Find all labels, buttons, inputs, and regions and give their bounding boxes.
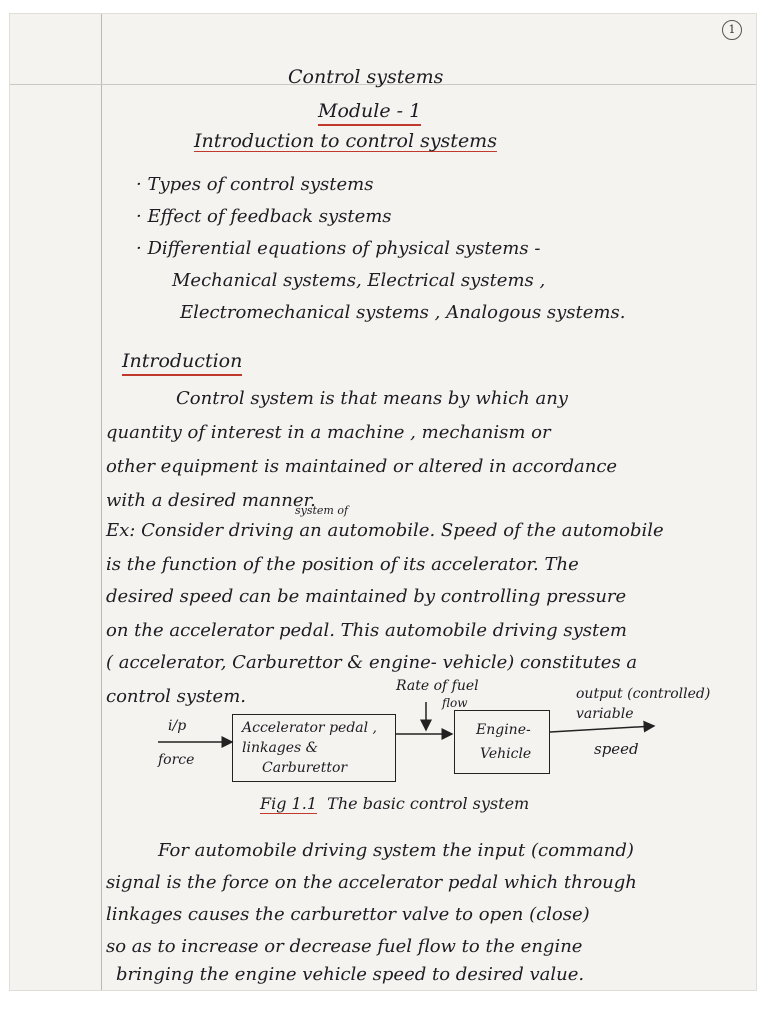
engine-vehicle-block (454, 710, 550, 774)
paragraph-line: quantity of interest in a machine , mechanism or (106, 422, 551, 443)
notebook-page (10, 14, 756, 990)
topic-item: · Effect of feedback systems (136, 206, 392, 227)
topic-item: · Differential equations of physical systems - (136, 238, 540, 259)
topic-item-continued: Electromechanical systems , Analogous systems. (180, 302, 626, 323)
block2-line: Vehicle (480, 746, 532, 762)
paragraph2-line: For automobile driving system the input (command) (158, 840, 634, 861)
page-number: 1 (722, 20, 742, 40)
paragraph2-line: so as to increase or decrease fuel flow to the engine (106, 936, 583, 957)
figure-caption-text: The basic control system (327, 794, 530, 813)
paragraph2-line: signal is the force on the accelerator pedal which through (106, 872, 637, 893)
figure-caption (260, 794, 529, 813)
module-title: Module - 1 (318, 100, 421, 126)
paragraph2-line: bringing the engine vehicle speed to desired value. (116, 964, 585, 985)
figure-number: Fig 1.1 (260, 794, 317, 813)
example-line: ( accelerator, Carburettor & engine- vehicle) constitutes a (106, 652, 638, 673)
output-label-2: variable (576, 706, 634, 722)
example-line: on the accelerator pedal. This automobile driving system (106, 620, 627, 641)
example-line: is the function of the position of its accelerator. The (106, 554, 579, 575)
fuel-label-2: flow (442, 696, 468, 710)
fuel-label: Rate of fuel (396, 678, 479, 694)
paragraph-line: other equipment is maintained or altered in accordance (106, 456, 618, 477)
topic-item-continued: Mechanical systems, Electrical systems , (172, 270, 546, 291)
paragraph2-line: linkages causes the carburettor valve to open (close) (106, 904, 590, 925)
block2-line: Engine- (476, 722, 531, 738)
block1-line: Carburettor (262, 760, 348, 776)
force-label: force (158, 752, 195, 768)
paragraph-line: Control system is that means by which any (176, 388, 568, 409)
example-line: desired speed can be maintained by controlling pressure (106, 586, 627, 607)
section-heading: Introduction (122, 350, 242, 376)
example-line: control system. (106, 686, 246, 707)
paragraph-line: with a desired manner. (106, 490, 316, 511)
block1-line: linkages & (242, 740, 319, 756)
output-arrow (550, 726, 654, 732)
topic-title: Introduction to control systems (194, 130, 497, 152)
block1-line: Accelerator pedal , (242, 720, 378, 736)
example-line: Ex: Consider driving an automobile. Speed of the automobile (106, 520, 664, 541)
insert-note: system of (295, 504, 349, 517)
output-label: output (controlled) (576, 686, 711, 702)
input-label: i/p (168, 718, 187, 734)
subject-title: Control systems (288, 66, 444, 88)
output-label-3: speed (594, 740, 639, 758)
topic-item: · Types of control systems (136, 174, 373, 195)
